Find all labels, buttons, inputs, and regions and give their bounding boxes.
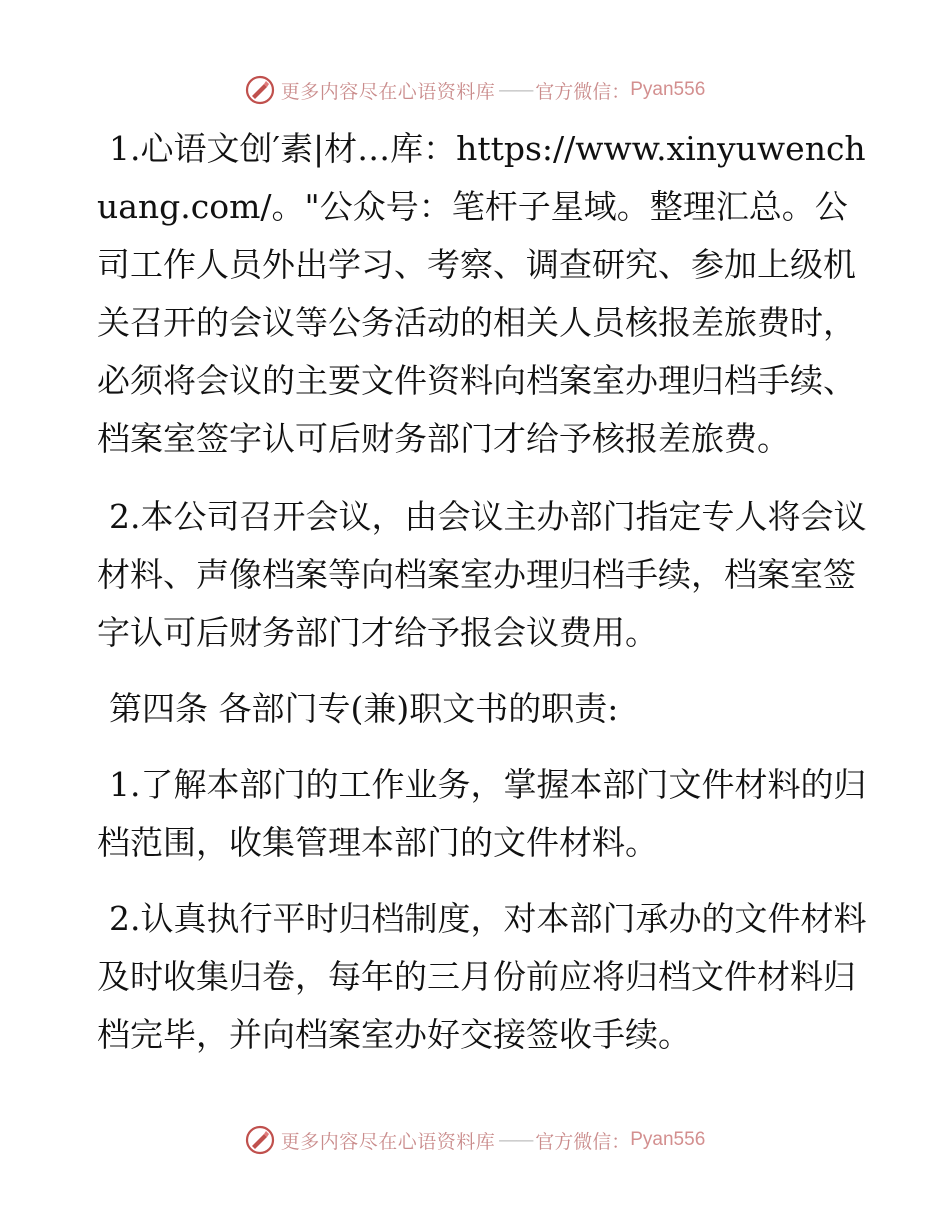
paragraph-4: 2.认真执行平时归档制度，对本部门承办的文件材料及时收集归卷，每年的三月份前应将归档文件材料归档完毕，并向档案室办好交接签收手续。: [97, 899, 867, 1054]
pen-logo-icon: [245, 75, 275, 105]
watermark-wechat-label: 官方微信：: [535, 80, 631, 103]
document-body: [97, 120, 867, 1082]
watermark-wechat-id: Pyan556: [630, 1129, 706, 1150]
paragraph-3: 1.了解本部门的工作业务，掌握本部门文件材料的归档范围，收集管理本部门的文件材料。: [97, 765, 867, 862]
watermark-dash: ——: [498, 1129, 533, 1151]
watermark-wechat-label: 官方微信：: [535, 1130, 631, 1153]
header-watermark: [0, 70, 950, 110]
watermark-dash: ——: [498, 79, 533, 101]
paragraph-2: 2.本公司召开会议，由会议主办部门指定专人将会议材料、声像档案等向档案室办理归档手续，档案室签字认可后财务部门才给予报会议费用。: [97, 497, 867, 652]
pen-logo-icon: [245, 1125, 275, 1155]
article-heading: 第四条 各部门专(兼)职文书的职责:: [109, 689, 619, 728]
watermark-text: 更多内容尽在心语资料库: [280, 80, 496, 103]
watermark-text: 更多内容尽在心语资料库: [280, 1130, 496, 1153]
paragraph-1: 1.心语文创′素|材…库：https://www.xinyuwenchuang.com/。"公众号：笔杆子星域。整理汇总。公司工作人员外出学习、考察、调查研究、参加上级机关召开的会议等公务活动的相关人员核报差旅费时，必须将会议的主要文件资料向档案室办理归档手续、档案室签字认可后财务部门才给予核报差旅费。: [97, 129, 866, 458]
watermark-wechat-id: Pyan556: [630, 79, 706, 100]
footer-watermark: [0, 1120, 950, 1160]
